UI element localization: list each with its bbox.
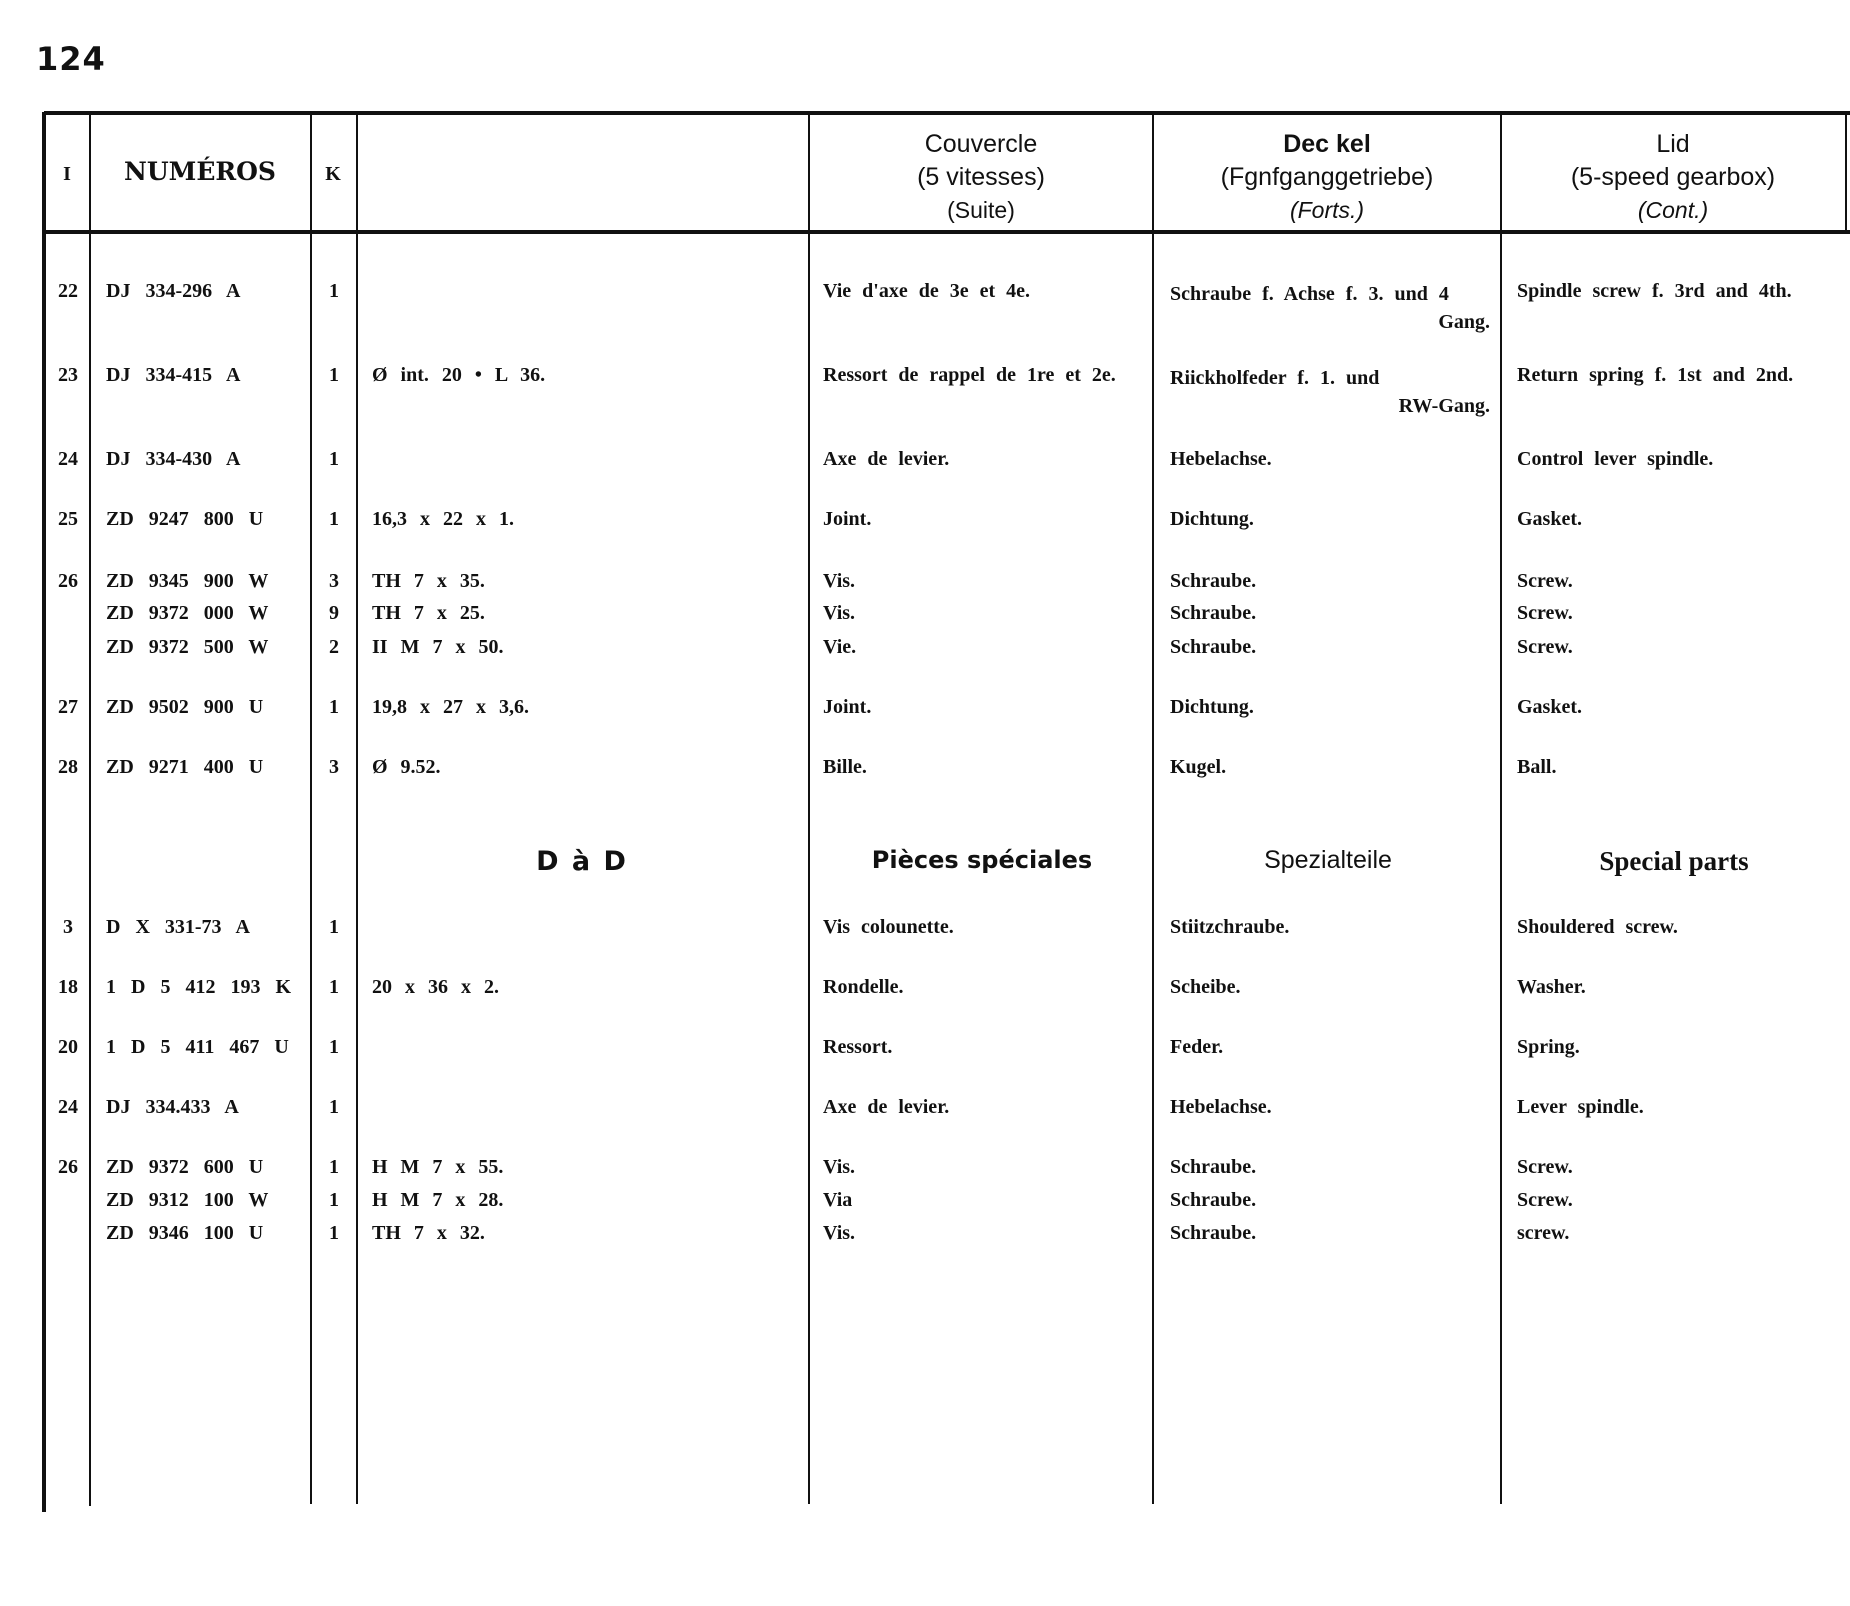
- row-quantity: 1: [329, 976, 339, 998]
- row-french: Joint.: [823, 508, 872, 530]
- row-part-number: DJ 334.433 A: [106, 1096, 239, 1118]
- row-spec: 19,8 x 27 x 3,6.: [372, 696, 529, 718]
- row-german: Kugel.: [1170, 756, 1227, 778]
- row-german: Feder.: [1170, 1036, 1224, 1058]
- header-french-line3: (Suite): [947, 197, 1015, 223]
- col-divider-qty: [356, 112, 358, 1504]
- row-quantity: 1: [329, 1156, 339, 1178]
- row-part-number: DJ 334-430 A: [106, 448, 241, 470]
- row-spec: TH 7 x 25.: [372, 602, 485, 624]
- row-quantity: 1: [329, 916, 339, 938]
- row-english: screw.: [1517, 1222, 1570, 1244]
- row-quantity: 2: [329, 636, 339, 658]
- row-ref: 28: [58, 756, 78, 778]
- row-ref: 25: [58, 508, 78, 530]
- row-ref: 18: [58, 976, 78, 998]
- section-title-english: Special parts: [1599, 846, 1749, 876]
- row-part-number: ZD 9345 900 W: [106, 570, 269, 592]
- row-french: Ressort de rappel de 1re et 2e.: [823, 364, 1116, 386]
- row-part-number: 1 D 5 411 467 U: [106, 1036, 289, 1058]
- row-part-number: DJ 334-415 A: [106, 364, 241, 386]
- section-title-german: Spezialteile: [1264, 846, 1392, 874]
- row-french: Axe de levier.: [823, 448, 950, 470]
- row-english: Gasket.: [1517, 696, 1582, 718]
- row-german: Stiitzchraube.: [1170, 916, 1290, 938]
- header-german-line2: (Fgnfganggetriebe): [1220, 163, 1434, 191]
- row-german: Scheibe.: [1170, 976, 1241, 998]
- header-numeros: NUMÉROS: [124, 157, 276, 186]
- row-ref: 24: [58, 448, 78, 470]
- header-english-line2: (5-speed gearbox): [1570, 163, 1776, 191]
- header-german-line1: Dec kel: [1283, 130, 1371, 158]
- row-french: Rondelle.: [823, 976, 904, 998]
- row-german-line2: Gang.: [1438, 311, 1490, 333]
- row-quantity: 1: [329, 280, 339, 302]
- page-number: 124: [36, 40, 106, 78]
- row-french: Axe de levier.: [823, 1096, 950, 1118]
- row-spec: TH 7 x 32.: [372, 1222, 485, 1244]
- row-quantity: 3: [329, 756, 339, 778]
- row-ref: 23: [58, 364, 78, 386]
- row-part-number: D X 331-73 A: [106, 916, 250, 938]
- row-english: Lever spindle.: [1517, 1096, 1644, 1118]
- col-divider-ref: [89, 112, 91, 1506]
- row-part-number: DJ 334-296 A: [106, 280, 241, 302]
- row-german: Dichtung.: [1170, 508, 1254, 530]
- row-quantity: 3: [329, 570, 339, 592]
- header-german: [1154, 128, 1500, 227]
- row-french: Vis.: [823, 570, 856, 592]
- header-french-line1: Couvercle: [924, 130, 1038, 158]
- header-bottom-rule: [44, 230, 1850, 234]
- row-german-line1: Schraube f. Achse f. 3. und 4: [1170, 283, 1449, 305]
- row-part-number: ZD 9372 500 W: [106, 636, 269, 658]
- row-english: Spindle screw f. 3rd and 4th.: [1517, 280, 1792, 302]
- row-german: Schraube.: [1170, 602, 1257, 624]
- row-german-line2: RW-Gang.: [1398, 395, 1490, 417]
- row-ref: 27: [58, 696, 78, 718]
- row-spec: Ø 9.52.: [372, 756, 441, 778]
- section-title-dad: D à D: [536, 846, 628, 877]
- table-top-rule: [44, 111, 1850, 115]
- header-english-line1: Lid: [1656, 130, 1690, 158]
- row-english: Screw.: [1517, 1189, 1573, 1211]
- header-qty: K: [325, 163, 341, 185]
- header-german-line3: (Forts.): [1289, 197, 1365, 223]
- row-part-number: ZD 9372 000 W: [106, 602, 269, 624]
- row-quantity: 1: [329, 1036, 339, 1058]
- col-divider-english: [1845, 112, 1847, 232]
- row-english: Ball.: [1517, 756, 1557, 778]
- header-french: [810, 128, 1152, 227]
- row-english: Washer.: [1517, 976, 1586, 998]
- row-ref: 26: [58, 570, 78, 592]
- row-french: Bille.: [823, 756, 867, 778]
- row-german: Schraube.: [1170, 1156, 1257, 1178]
- row-french: Joint.: [823, 696, 872, 718]
- row-part-number: 1 D 5 412 193 K: [106, 976, 291, 998]
- row-spec: 16,3 x 22 x 1.: [372, 508, 514, 530]
- row-french: Vis.: [823, 602, 856, 624]
- row-german: Schraube.: [1170, 636, 1257, 658]
- header-english-line3: (Cont.): [1637, 197, 1709, 223]
- row-quantity: 1: [329, 1222, 339, 1244]
- row-english: Screw.: [1517, 570, 1573, 592]
- row-part-number: ZD 9312 100 W: [106, 1189, 269, 1211]
- row-french: Vis.: [823, 1156, 856, 1178]
- row-german: Schraube.: [1170, 1189, 1257, 1211]
- row-german: [1170, 280, 1490, 336]
- row-german: Dichtung.: [1170, 696, 1254, 718]
- table-left-border: [42, 112, 46, 1512]
- row-ref: 24: [58, 1096, 78, 1118]
- row-ref: 26: [58, 1156, 78, 1178]
- row-french: Ressort.: [823, 1036, 893, 1058]
- row-part-number: ZD 9247 800 U: [106, 508, 264, 530]
- row-german: [1170, 364, 1490, 420]
- row-ref: 3: [63, 916, 73, 938]
- row-quantity: 1: [329, 364, 339, 386]
- row-spec: TH 7 x 35.: [372, 570, 485, 592]
- section-title-french: Pièces spéciales: [871, 846, 1093, 874]
- row-english: Return spring f. 1st and 2nd.: [1517, 364, 1794, 386]
- header-french-line2: (5 vitesses): [917, 163, 1045, 191]
- row-quantity: 1: [329, 508, 339, 530]
- row-german: Hebelachse.: [1170, 1096, 1272, 1118]
- row-german-line1: Riickholfeder f. 1. und: [1170, 367, 1380, 389]
- row-spec: Ø int. 20 • L 36.: [372, 364, 546, 386]
- row-english: Shouldered screw.: [1517, 916, 1678, 938]
- row-english: Screw.: [1517, 602, 1573, 624]
- row-part-number: ZD 9372 600 U: [106, 1156, 264, 1178]
- row-english: Control lever spindle.: [1517, 448, 1714, 470]
- col-divider-german: [1500, 112, 1502, 1504]
- row-french: Vis.: [823, 1222, 856, 1244]
- row-ref: 20: [58, 1036, 78, 1058]
- row-french: Vie.: [823, 636, 857, 658]
- row-french: Vie d'axe de 3e et 4e.: [823, 280, 1030, 302]
- row-english: Spring.: [1517, 1036, 1580, 1058]
- row-german: Hebelachse.: [1170, 448, 1272, 470]
- row-spec: II M 7 x 50.: [372, 636, 504, 658]
- row-quantity: 1: [329, 1189, 339, 1211]
- row-part-number: ZD 9502 900 U: [106, 696, 264, 718]
- row-english: Gasket.: [1517, 508, 1582, 530]
- row-ref: 22: [58, 280, 78, 302]
- row-quantity: 9: [329, 602, 339, 624]
- row-german: Schraube.: [1170, 570, 1257, 592]
- row-spec: 20 x 36 x 2.: [372, 976, 499, 998]
- row-part-number: ZD 9271 400 U: [106, 756, 264, 778]
- col-divider-numeros: [310, 112, 312, 1504]
- row-english: Screw.: [1517, 636, 1573, 658]
- header-english: [1502, 128, 1844, 227]
- row-french: Via: [823, 1189, 853, 1211]
- row-part-number: ZD 9346 100 U: [106, 1222, 264, 1244]
- row-german: Schraube.: [1170, 1222, 1257, 1244]
- row-spec: H M 7 x 28.: [372, 1189, 504, 1211]
- row-french: Vis colounette.: [823, 916, 954, 938]
- col-divider-spec: [808, 112, 810, 1504]
- col-divider-french: [1152, 112, 1154, 1504]
- row-quantity: 1: [329, 448, 339, 470]
- row-english: Screw.: [1517, 1156, 1573, 1178]
- row-quantity: 1: [329, 696, 339, 718]
- row-spec: H M 7 x 55.: [372, 1156, 504, 1178]
- header-ref: I: [63, 163, 71, 185]
- row-quantity: 1: [329, 1096, 339, 1118]
